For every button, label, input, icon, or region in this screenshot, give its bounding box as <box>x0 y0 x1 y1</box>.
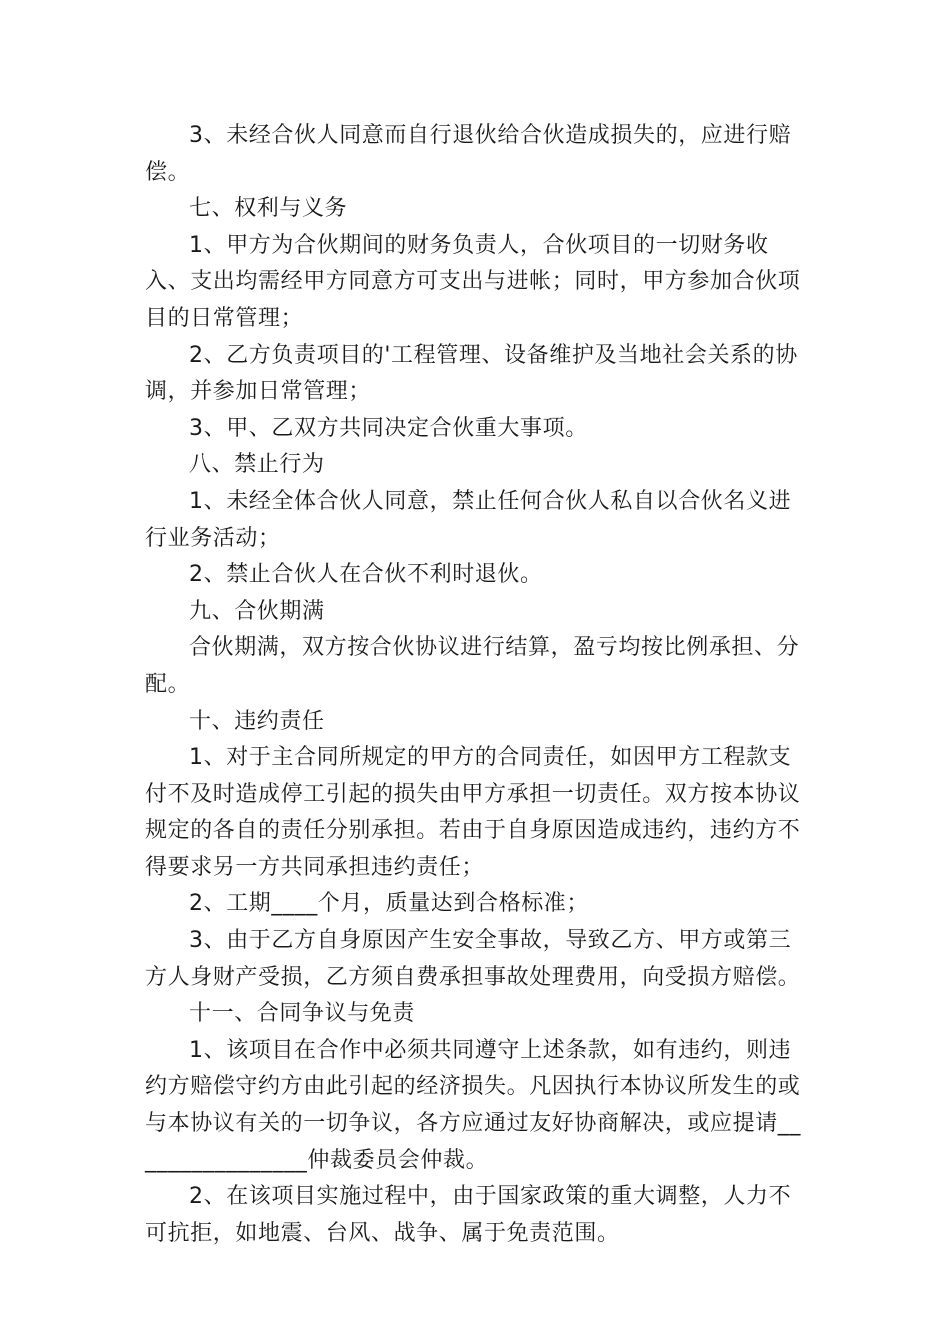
section-heading-disputes-exemption: 十一、合同争议与免责 <box>189 1001 416 1027</box>
clause-joint-decision: 3、甲、乙双方共同决定合伙重大事项。 <box>189 415 588 441</box>
document-body <box>145 118 810 1252</box>
clause-force-majeure: 2、在该项目实施过程中，由于国家政策的重大调整，人力不可抗拒，如地震、台风、战争、属于免责范围。 <box>145 1184 792 1246</box>
clause-party-a-finance: 1、甲方为合伙期间的财务负责人，合伙项目的一切财务收入、支出均需经甲方同意方可支出与进帐；同时，甲方参加合伙项目的日常管理； <box>145 232 801 331</box>
clause-main-contract-liability: 1、对于主合同所规定的甲方的合同责任，如因甲方工程款支付不及时造成停工引起的损失由甲方承担一切责任。双方按本协议规定的各自的责任分别承担。若由于自身原因造成违约，违约方不得要求另一方共同承担违约责任； <box>145 745 801 880</box>
section-heading-prohibited-acts: 八、禁止行为 <box>189 452 325 478</box>
clause-no-private-business: 1、未经全体合伙人同意，禁止任何合伙人私自以合伙名义进行业务活动； <box>145 488 792 551</box>
clause-withdrawal-compensation: 3、未经合伙人同意而自行退伙给合伙造成损失的，应进行赔偿。 <box>145 123 792 185</box>
clause-settlement: 合伙期满，双方按合伙协议进行结算，盈亏均按比例承担、分配。 <box>145 635 800 697</box>
section-heading-term-expiry: 九、合伙期满 <box>189 598 325 624</box>
clause-dispute-arbitration: 1、该项目在合作中必须共同遵守上述条款，如有违约，则违约方赔偿守约方由此引起的经济损失。凡因执行本协议所发生的或与本协议有关的一切争议，各方应通过友好协商解决，或应提请________________仲裁委员会仲裁。 <box>145 1037 802 1173</box>
clause-no-withdrawal: 2、禁止合伙人在合伙不利时退伙。 <box>189 562 543 588</box>
clause-safety-accident: 3、由于乙方自身原因产生安全事故，导致乙方、甲方或第三方人身财产受损，乙方须自费承担事故处理费用，向受损方赔偿。 <box>145 928 801 990</box>
clause-party-b-management: 2、乙方负责项目的'工程管理、设备维护及当地社会关系的协调，并参加日常管理； <box>145 342 798 405</box>
section-heading-breach-liability: 十、违约责任 <box>189 708 325 734</box>
clause-construction-period: 2、工期____个月，质量达到合格标准； <box>189 891 589 917</box>
section-heading-rights-obligations: 七、权利与义务 <box>189 196 348 222</box>
